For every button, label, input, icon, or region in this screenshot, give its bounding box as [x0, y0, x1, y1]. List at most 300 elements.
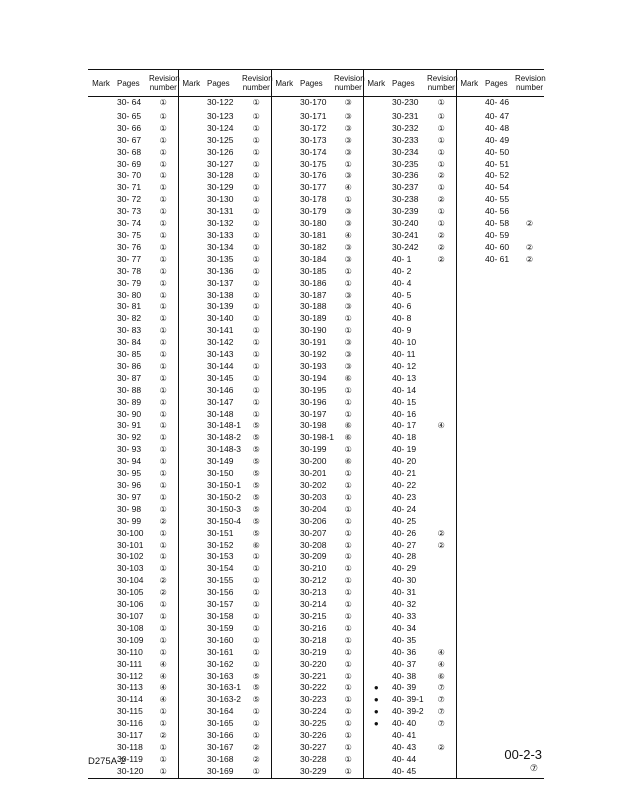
- revision-cell: [515, 349, 544, 361]
- mark-cell: [363, 349, 389, 361]
- mark-cell: [271, 694, 297, 706]
- revision-cell: [515, 492, 544, 504]
- page-cell: 30-143: [207, 349, 234, 360]
- mark-cell: [456, 361, 482, 373]
- table-row: [88, 456, 544, 468]
- page-cell: 30-140: [207, 313, 234, 324]
- mark-cell: [271, 182, 297, 194]
- mark-cell: [363, 109, 389, 123]
- mark-cell: [88, 349, 114, 361]
- revision-cell: ①: [159, 171, 167, 181]
- mark-cell: [271, 635, 297, 647]
- revision-cell: ①: [149, 766, 178, 778]
- mark-cell: [88, 551, 114, 563]
- revision-cell: ①: [252, 171, 260, 181]
- revision-cell: ⑤: [252, 504, 260, 514]
- mark-cell: [456, 766, 482, 778]
- page-cell: 30-241: [392, 229, 419, 240]
- revision-cell: ②: [159, 516, 167, 526]
- page-cell: [482, 468, 515, 480]
- revision-cell: [427, 432, 456, 444]
- mark-cell: [88, 373, 114, 385]
- table-row: [88, 349, 544, 361]
- mark-cell: [363, 563, 389, 575]
- page-cell: 30-220: [300, 658, 327, 669]
- mark-cell: [456, 123, 482, 135]
- page-cell: 30-107: [117, 610, 144, 621]
- mark-cell: [271, 671, 297, 683]
- page-cell: 40- 16: [392, 408, 417, 419]
- revision-cell: ⑤: [252, 492, 260, 502]
- revision-cell: ①: [252, 183, 260, 193]
- revision-cell: ①: [344, 159, 352, 169]
- page-cell: 30-104: [117, 575, 144, 586]
- revision-cell: ③: [344, 98, 352, 107]
- revision-cell: [427, 468, 456, 480]
- page-cell: 40- 9: [392, 325, 412, 336]
- page-cell: 30-145: [207, 372, 234, 383]
- page-cell: 30-162: [207, 658, 234, 669]
- page-cell: 30-166: [207, 730, 234, 741]
- page-cell: 30-201: [300, 468, 327, 479]
- revision-cell: ⑦: [437, 683, 445, 693]
- revision-cell: ①: [159, 397, 167, 407]
- page-cell: 30-177: [300, 182, 327, 193]
- revision-cell: ⑤: [252, 683, 260, 693]
- mark-cell: [178, 290, 204, 302]
- table-row: [88, 623, 544, 635]
- mark-cell: [271, 718, 297, 730]
- revision-cell: ①: [252, 552, 260, 562]
- revision-cell: ①: [344, 481, 352, 490]
- mark-cell: [456, 409, 482, 421]
- mark-cell: [88, 325, 114, 337]
- page-cell: 30-236: [392, 170, 419, 181]
- mark-cell: [178, 516, 204, 528]
- revision-cell: ④: [159, 659, 167, 669]
- mark-cell: [363, 385, 389, 397]
- revision-cell: ⑦: [437, 695, 445, 705]
- revision-cell: ①: [437, 183, 445, 193]
- mark-cell: [271, 468, 297, 480]
- revision-cell: [515, 278, 544, 290]
- table-row: [88, 373, 544, 385]
- page-cell: [482, 528, 515, 540]
- mark-cell: [88, 97, 114, 109]
- table-row: [88, 528, 544, 540]
- revision-cell: ③: [344, 171, 352, 181]
- revision-cell: ①: [437, 135, 445, 145]
- page-cell: 30-159: [207, 622, 234, 633]
- page-cell: 30- 82: [117, 313, 142, 324]
- mark-cell: [178, 420, 204, 432]
- page-cell: [482, 444, 515, 456]
- mark-cell: [178, 587, 204, 599]
- page-cell: [482, 647, 515, 659]
- revision-cell: [427, 480, 456, 492]
- mark-cell: [456, 599, 482, 611]
- page-cell: 40- 32: [392, 599, 417, 610]
- page-cell: 30-106: [117, 599, 144, 610]
- page-cell: 30-170: [300, 97, 327, 107]
- mark-cell: [88, 361, 114, 373]
- page-cell: 40- 55: [485, 194, 510, 205]
- header-revision-number: Revision number: [427, 70, 456, 97]
- page-cell: 30-240: [392, 218, 419, 229]
- revision-cell: ①: [252, 207, 260, 217]
- revision-cell: ①: [252, 719, 260, 729]
- revision-cell: ②: [159, 576, 167, 586]
- mark-cell: [178, 109, 204, 123]
- table-row: [88, 599, 544, 611]
- page-cell: 30-149: [207, 456, 234, 467]
- revision-cell: ①: [344, 611, 352, 621]
- page-cell: 30- 92: [117, 432, 142, 443]
- mark-cell: [178, 551, 204, 563]
- mark-cell: [178, 313, 204, 325]
- mark-cell: [271, 254, 297, 266]
- mark-cell: [456, 242, 482, 254]
- revision-cell: ②: [159, 588, 167, 598]
- mark-cell: [271, 278, 297, 290]
- revision-cell: ③: [344, 123, 352, 133]
- header-pages: Pages: [482, 70, 515, 97]
- revision-cell: [515, 682, 544, 694]
- header-mark: Mark: [363, 70, 389, 97]
- revision-cell: ⑥: [344, 373, 352, 383]
- page-cell: 30-134: [207, 241, 234, 252]
- mark-cell: [178, 694, 204, 706]
- mark-cell: [363, 147, 389, 159]
- table-row: [88, 492, 544, 504]
- revision-cell: ①: [159, 469, 167, 479]
- mark-cell: [88, 694, 114, 706]
- revision-cell: ①: [159, 219, 167, 229]
- page-cell: 40- 48: [485, 122, 510, 133]
- page-cell: 30-122: [207, 97, 234, 107]
- mark-cell: [456, 218, 482, 230]
- table-row: [88, 194, 544, 206]
- revision-list-table: [88, 69, 544, 779]
- mark-cell: [271, 766, 297, 778]
- mark-cell: [363, 97, 389, 109]
- page-cell: 30-168: [207, 753, 234, 764]
- table-header-row: [88, 70, 544, 97]
- page-cell: 40- 20: [392, 456, 417, 467]
- page-cell: 30-131: [207, 206, 234, 217]
- table-row: [88, 170, 544, 182]
- mark-cell: [456, 420, 482, 432]
- page-cell: 40- 36: [392, 646, 417, 657]
- mark-cell: [178, 242, 204, 254]
- revision-cell: ①: [159, 350, 167, 360]
- mark-cell: [456, 611, 482, 623]
- revision-cell: [427, 730, 456, 742]
- page-cell: 40- 52: [485, 170, 510, 181]
- page-cell: 30-126: [207, 146, 234, 157]
- mark-cell: [363, 182, 389, 194]
- mark-cell: [178, 635, 204, 647]
- mark-cell: [88, 385, 114, 397]
- revision-cell: ①: [344, 659, 352, 669]
- mark-cell: [271, 325, 297, 337]
- mark-cell: [178, 397, 204, 409]
- page-cell: 40- 26: [392, 527, 417, 538]
- mark-cell: [363, 551, 389, 563]
- revision-cell: ①: [252, 278, 260, 288]
- table-row: [88, 254, 544, 266]
- page-cell: 30-150-4: [207, 515, 242, 526]
- revision-cell: ⑤: [252, 695, 260, 705]
- mark-cell: [178, 754, 204, 766]
- mark-cell: [271, 611, 297, 623]
- revision-cell: ①: [159, 147, 167, 157]
- revision-cell: [427, 409, 456, 421]
- page-cell: 30-208: [300, 539, 327, 550]
- page-cell: 40- 47: [485, 110, 510, 121]
- revision-cell: ①: [252, 147, 260, 157]
- mark-cell: [178, 159, 204, 171]
- mark-cell: [178, 456, 204, 468]
- revision-cell: ①: [252, 385, 260, 395]
- mark-cell: [363, 325, 389, 337]
- revision-cell: ①: [252, 123, 260, 133]
- mark-cell: [178, 278, 204, 290]
- table-row: [88, 611, 544, 623]
- page-cell: 40- 13: [392, 372, 417, 383]
- mark-cell: [88, 528, 114, 540]
- mark-cell: [178, 135, 204, 147]
- page-cell: [482, 671, 515, 683]
- page-cell: 30-202: [300, 480, 327, 490]
- revision-cell: ①: [252, 611, 260, 621]
- revision-cell: ①: [252, 731, 260, 741]
- revision-cell: ①: [159, 338, 167, 348]
- page-cell: 30-186: [300, 277, 327, 288]
- mark-cell: [271, 409, 297, 421]
- revision-cell: [515, 456, 544, 468]
- page-cell: 30-180: [300, 218, 327, 229]
- page-cell: 30- 88: [117, 384, 142, 395]
- page-cell: 40- 4: [392, 277, 412, 288]
- mark-cell: [271, 301, 297, 313]
- mark-cell: [271, 420, 297, 432]
- revision-cell: ⑤: [252, 457, 260, 467]
- revision-cell: ①: [159, 445, 167, 455]
- mark-cell: [456, 635, 482, 647]
- mark-cell: [271, 373, 297, 385]
- mark-cell: [88, 468, 114, 480]
- revision-cell: [515, 444, 544, 456]
- table-row: [88, 540, 544, 552]
- page-cell: 30-136: [207, 265, 234, 276]
- page-cell: 40- 6: [392, 301, 412, 312]
- mark-cell: [88, 587, 114, 599]
- revision-cell: ①: [344, 504, 352, 514]
- revision-cell: ①: [344, 623, 352, 633]
- page-cell: 30-133: [207, 229, 234, 240]
- page-cell: [482, 313, 515, 325]
- page-cell: 30- 74: [117, 218, 142, 229]
- revision-cell: ②: [437, 195, 445, 205]
- mark-cell: [363, 635, 389, 647]
- revision-cell: ①: [159, 719, 167, 729]
- mark-cell: [271, 230, 297, 242]
- page-cell: 40- 35: [392, 634, 417, 645]
- page-cell: 40- 23: [392, 491, 417, 502]
- mark-cell: [456, 349, 482, 361]
- table-row: [88, 504, 544, 516]
- header-pages: Pages: [297, 70, 334, 97]
- page-cell: 30-161: [207, 646, 234, 657]
- revision-cell: ①: [344, 469, 352, 479]
- revision-cell: ③: [344, 254, 352, 264]
- revision-cell: ⑦: [437, 719, 445, 729]
- revision-cell: [515, 266, 544, 278]
- revision-cell: ①: [344, 516, 352, 526]
- page-cell: 30-163-2: [207, 694, 242, 705]
- page-cell: 30-130: [207, 194, 234, 205]
- revision-cell: ①: [159, 98, 167, 107]
- revision-cell: ⑤: [252, 528, 260, 538]
- page-cell: 40- 43: [392, 741, 417, 752]
- mark-cell: [456, 587, 482, 599]
- revision-cell: [515, 575, 544, 587]
- revision-cell: [515, 97, 544, 109]
- page-cell: 30-209: [300, 551, 327, 562]
- mark-cell: [271, 349, 297, 361]
- mark-cell: [88, 742, 114, 754]
- page-cell: 30-176: [300, 170, 327, 181]
- page-cell: [482, 409, 515, 421]
- page-cell: 30-195: [300, 384, 327, 395]
- table-row: [88, 135, 544, 147]
- mark-cell: [363, 754, 389, 766]
- mark-cell: [88, 147, 114, 159]
- mark-cell: [456, 468, 482, 480]
- page-cell: 30- 71: [117, 182, 142, 193]
- revision-cell: ①: [159, 302, 167, 312]
- revision-cell: ①: [344, 385, 352, 395]
- revision-cell: [515, 397, 544, 409]
- page-cell: 30-138: [207, 289, 234, 300]
- header-pages: Pages: [114, 70, 149, 97]
- page-cell: [482, 718, 515, 730]
- page-cell: 30-184: [300, 253, 327, 264]
- page-cell: [482, 397, 515, 409]
- page-cell: 30- 83: [117, 325, 142, 336]
- revision-cell: [515, 182, 544, 194]
- page-cell: 30-135: [207, 253, 234, 264]
- page-cell: 30-218: [300, 634, 327, 645]
- page-cell: 30-196: [300, 396, 327, 407]
- page-cell: 40- 39-2: [392, 706, 424, 717]
- mark-cell: [271, 109, 297, 123]
- page-cell: 30-127: [207, 158, 234, 169]
- page-cell: 30-150-3: [207, 503, 242, 514]
- mark-cell: [456, 682, 482, 694]
- mark-cell: [456, 182, 482, 194]
- page-cell: 30-137: [207, 277, 234, 288]
- table-row: [88, 766, 544, 778]
- revision-cell: ①: [159, 111, 167, 121]
- mark-cell: [271, 194, 297, 206]
- mark-cell: [88, 575, 114, 587]
- mark-cell: [363, 194, 389, 206]
- revision-cell: ③: [344, 361, 352, 371]
- mark-cell: [271, 170, 297, 182]
- page-cell: 30-102: [117, 551, 144, 562]
- page-cell: [482, 540, 515, 552]
- mark-cell: [456, 742, 482, 754]
- page-cell: 30-227: [300, 741, 327, 752]
- page-cell: 40- 17: [392, 420, 417, 431]
- mark-cell: [363, 516, 389, 528]
- page-cell: 30-113: [117, 682, 143, 693]
- revision-cell: ①: [344, 754, 352, 764]
- page-cell: 30-172: [300, 122, 327, 133]
- page-cell: [482, 278, 515, 290]
- revision-cell: ⑥: [437, 671, 445, 681]
- page-cell: 40- 50: [485, 146, 510, 157]
- page-cell: 30-239: [392, 206, 419, 217]
- page-cell: 30-114: [117, 694, 143, 705]
- page-cell: [482, 492, 515, 504]
- revision-cell: [427, 397, 456, 409]
- revision-cell: [427, 766, 456, 778]
- mark-cell: [178, 266, 204, 278]
- mark-cell: [456, 623, 482, 635]
- revision-cell: ①: [344, 576, 352, 586]
- revision-cell: ①: [344, 588, 352, 598]
- revision-cell: [427, 337, 456, 349]
- revision-cell: [515, 528, 544, 540]
- page-cell: 30- 95: [117, 468, 142, 479]
- table-row: [88, 266, 544, 278]
- mark-cell: [363, 230, 389, 242]
- revision-cell: ②: [437, 242, 445, 252]
- revision-cell: ⑤: [252, 469, 260, 479]
- mark-cell: [363, 766, 389, 778]
- mark-cell: [88, 766, 114, 778]
- mark-cell: [271, 242, 297, 254]
- page-cell: 30-128: [207, 170, 234, 181]
- revision-cell: ①: [252, 302, 260, 312]
- mark-cell: [271, 397, 297, 409]
- revision-cell: ①: [159, 492, 167, 502]
- page-cell: 30-155: [207, 575, 234, 586]
- page-cell: 30-200: [300, 456, 327, 467]
- revision-cell: [515, 159, 544, 171]
- page-cell: 30- 78: [117, 265, 142, 276]
- page-cell: 30-226: [300, 730, 327, 741]
- mark-cell: [88, 420, 114, 432]
- revision-cell: ①: [159, 540, 167, 550]
- revision-cell: ②: [437, 171, 445, 181]
- page-cell: [482, 385, 515, 397]
- table-row: [88, 635, 544, 647]
- page-cell: [482, 325, 515, 337]
- page-cell: [482, 456, 515, 468]
- page-cell: 30- 97: [117, 491, 142, 502]
- mark-cell: [271, 444, 297, 456]
- page-cell: 40- 12: [392, 360, 417, 371]
- page-cell: 30-132: [207, 218, 234, 229]
- page-cell: 30- 98: [117, 503, 142, 514]
- page-cell: 30- 90: [117, 408, 142, 419]
- revision-cell: ①: [159, 433, 167, 443]
- table-row: [88, 97, 544, 109]
